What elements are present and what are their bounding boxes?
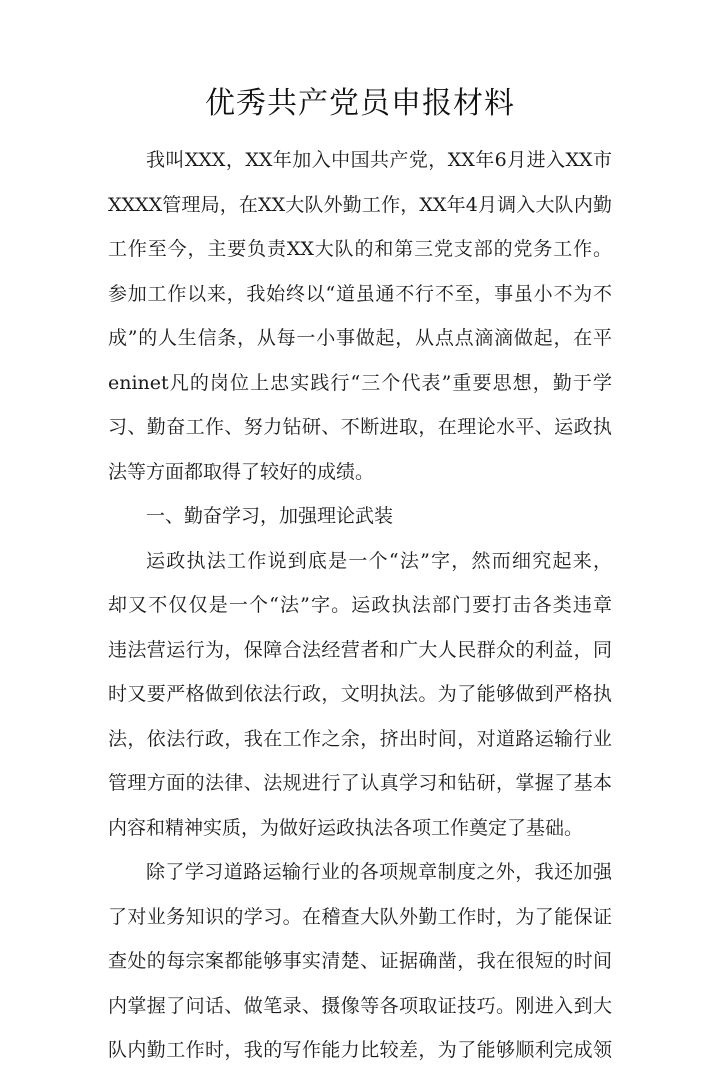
paragraph-line: 成”的人生信条，从每一小事做起，从点点滴滴做起，在平: [108, 327, 612, 349]
paragraph-line: 却又不仅仅是一个“法”字。运政执法部门要打击各类违章: [108, 594, 612, 616]
document-title: 优秀共产党员申报材料: [205, 86, 515, 121]
paragraph-line: 除了学习道路运输行业的各项规章制度之外，我还加强: [146, 861, 612, 883]
section-heading: 一、勤奋学习，加强理论武装: [146, 505, 394, 527]
paragraph-line: 法，依法行政，我在工作之余，挤出时间，对道路运输行业: [108, 727, 612, 750]
paragraph-line: XXXX管理局，在XX大队外勤工作，XX年4月调入大队内勤: [108, 193, 612, 216]
paragraph-line: 内容和精神实质，为做好运政执法各项工作奠定了基础。: [108, 816, 584, 839]
paragraph-line: 习、勤奋工作、努力钻研、不断进取，在理论水平、运政执: [108, 416, 612, 438]
paragraph-line: 法等方面都取得了较好的成绩。: [108, 460, 375, 483]
paragraph-line: eninet凡的岗位上忠实践行“三个代表”重要思想，勤于学: [108, 371, 612, 394]
paragraph-line: 管理方面的法律、法规进行了认真学习和钻研，掌握了基本: [108, 772, 612, 794]
paragraph-line: 查处的每宗案都能够事实清楚、证据确凿，我在很短的时间: [108, 950, 612, 972]
paragraph-line: 时又要严格做到依法行政，文明执法。为了能够做到严格执: [108, 683, 612, 705]
paragraph-line: 了对业务知识的学习。在稽查大队外勤工作时，为了能保证: [108, 905, 612, 928]
paragraph-line: 我叫XXX，XX年加入中国共产党，XX年6月进入XX市: [146, 149, 612, 171]
document-body: [108, 138, 612, 1073]
paragraph-line: 队内勤工作时，我的写作能力比较差，为了能够顺利完成领: [108, 1039, 612, 1061]
paragraph-line: 内掌握了问话、做笔录、摄像等各项取证技巧。刚进入到大: [108, 994, 612, 1017]
paragraph-line: 违法营运行为，保障合法经营者和广大人民群众的利益，同: [108, 638, 612, 661]
paragraph-line: 运政执法工作说到底是一个“法”字，然而细究起来，: [146, 549, 612, 572]
paragraph-line: 参加工作以来，我始终以“道虽通不行不至，事虽小不为不: [108, 282, 612, 305]
paragraph-line: 工作至今，主要负责XX大队的和第三党支部的党务工作。: [108, 238, 612, 260]
